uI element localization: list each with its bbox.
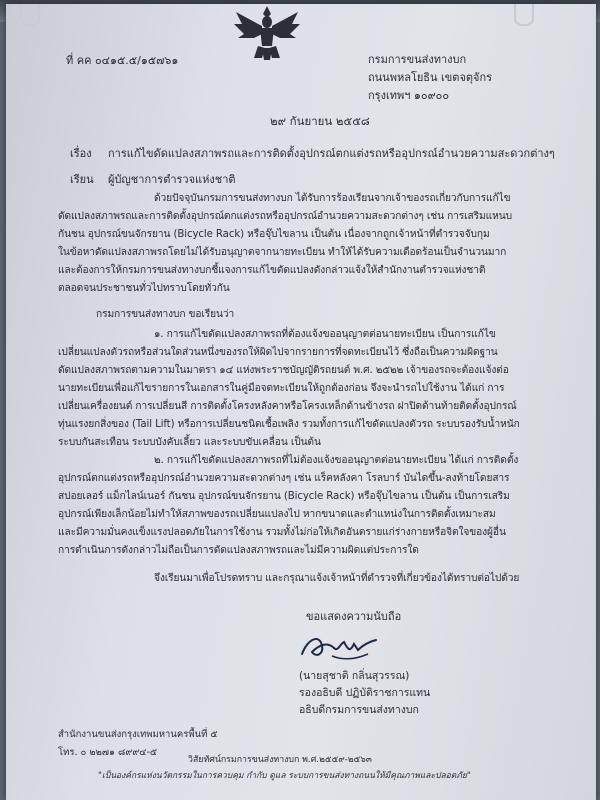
text-line: นายทะเบียนเพื่อแก้ไขรายการในเอกสารในคู่มือจดทะเบียนให้ถูกต้องก่อน จึงจะนำรถไปใช้งาน ได้แก่ การ: [58, 383, 505, 394]
recipient-text: ผู้บัญชาการตำรวจแห่งชาติ: [108, 173, 236, 186]
text-line: ดัดแปลงสภาพรถและการติดตั้งอุปกรณ์ตกแต่งรถหรืออุปกรณ์อำนวยความสะดวกต่างๆ เช่น การเสริมแหนบ: [58, 211, 512, 222]
signature-icon: [294, 624, 384, 668]
paragraph-2-item-2: [58, 452, 588, 560]
text-line: กันชน อุปกรณ์ขนจักรยาน (Bicycle Rack) หรือจุ๊บไขลาน เป็นต้น เนื่องจากถูกเจ้าหน้าที่ตำรวจจับกุม: [58, 229, 490, 240]
subject-line: [70, 144, 580, 162]
text-line: กรมการขนส่งทางบก ขอเรียนว่า: [96, 309, 235, 320]
text-line: และต้องการให้กรมการขนส่งทางบกชี้แจงการแก้ไขดัดแปลงดังกล่าวแจ้งให้สำนักงานตำรวจแห่งชาติ: [58, 265, 486, 276]
signatory-block: [299, 668, 430, 719]
closing-phrase: ขอแสดงความนับถือ: [306, 610, 402, 623]
text-line: ด้วยปัจจุบันกรมการขนส่งทางบก ได้รับการร้องเรียนจากเจ้าของรถเกี่ยวกับการแก้ไข: [154, 193, 511, 204]
paper-clip: [20, 4, 40, 26]
paragraph-2-intro: [58, 306, 588, 324]
sender-address: [368, 51, 492, 105]
document-page: [6, 4, 596, 800]
text-line: ระบบกันสะเทือน ระบบบังคับเลี้ยว และระบบขับเคลื่อน เป็นต้น: [58, 437, 321, 448]
text-line: การดำเนินการดังกล่าวไม่ถือเป็นการดัดแปลงสภาพรถและไม่มีความผิดแต่ประการใด: [58, 545, 419, 556]
document-date: ๒๙ กันยายน ๒๕๕๘: [270, 114, 370, 128]
text-line: และมีความมั่นคงแข็งแรงปลอดภัยในการใช้งาน รวมทั้งไม่ก่อให้เกิดอันตรายแก่ร่างกายหรือจิตใจของผู้อื่น: [58, 527, 506, 538]
paragraph-1: [58, 190, 588, 298]
text-line: เปลี่ยนแปลงตัวรถหรือส่วนใดส่วนหนึ่งของรถให้ผิดไปจากรายการที่จดทะเบียนไว้ ซึ่งถือเป็นความผิดฐาน: [58, 347, 498, 358]
text-line: ตลอดจนประชาชนทั่วไปทราบโดยทั่วกัน: [58, 283, 230, 294]
text-line: จึงเรียนมาเพื่อโปรดทราบ และกรุณาแจ้งเจ้าหน้าที่ตำรวจที่เกี่ยวข้องได้ทราบต่อไปด้วย: [154, 573, 520, 584]
text-line: สปอยเลอร์ แม็กไลน์เนอร์ กันชน อุปกรณ์ขนจักรยาน (Bicycle Rack) หรือจุ๊บไขลาน เป็นต้น เป็นการเสริม: [58, 491, 510, 502]
recipient-line: [70, 170, 236, 188]
conclusion: [58, 570, 588, 588]
text-line: ๒. การแก้ไขดัดแปลงสภาพรถที่ไม่ต้องแจ้งขออนุญาตต่อนายทะเบียน ได้แก่ การติดตั้ง: [154, 455, 519, 466]
text-line: เปลี่ยนเครื่องยนต์ การเปลี่ยนสี การติดตั้งโครงหลังคาหรือโครงเหล็กด้านข้างรถ ฝาปิดด้านท้ายติดตั้งอุปกรณ์: [58, 401, 517, 412]
footer-phone: โทร. ๐ ๒๒๗๑ ๘๙๙๔-๕: [58, 747, 158, 758]
sender-line: ถนนพหลโยธิน เขตจตุจักร: [368, 71, 493, 84]
text-line: อุปกรณ์เพียงเล็กน้อยไม่ทำให้สภาพของรถเปลี่ยนแปลงไป หากขนาดและตำแหน่งในการติดตั้งเหมาะสม: [58, 509, 496, 520]
text-line: ๑. การแก้ไขดัดแปลงสภาพรถที่ต้องแจ้งขออนุญาตต่อนายทะเบียน เป็นการแก้ไข: [154, 329, 496, 340]
text-line: ดัดแปลงสภาพรถตามความในมาตรา ๑๔ แห่งพระราชบัญญัติรถยนต์ พ.ศ. ๒๕๒๒ เจ้าของรถจะต้องแจ้งต่อ: [58, 365, 509, 376]
garuda-emblem-icon: [232, 4, 302, 62]
signatory-name: (นายสุชาติ กลิ่นสุวรรณ): [299, 670, 410, 682]
text-line: อุปกรณ์ตกแต่งรถหรืออุปกรณ์อำนวยความสะดวกต่างๆ เช่น แร็คหลังคา โรลบาร์ บันไดขึ้น-ลงท้ายโดยสาร: [58, 473, 510, 484]
subject-text: การแก้ไขดัดแปลงสภาพรถและการติดตั้งอุปกรณ์ตกแต่งรถหรืออุปกรณ์อำนวยความสะดวกต่างๆ: [108, 147, 555, 160]
signatory-title: รองอธิบดี ปฏิบัติราชการแทน: [299, 687, 431, 699]
footer-office: สำนักงานขนส่งกรุงเทพมหานครพื้นที่ ๕: [58, 729, 218, 740]
sender-line: กรุงเทพฯ ๑๐๙๐๐: [368, 89, 450, 102]
vision-statement: วิสัยทัศน์กรมการขนส่งทางบก พ.ศ.๒๕๕๙-๒๕๖๓: [188, 755, 372, 765]
document-number: ที่ คค ๐๔๑๕.๕/๑๕๗๖๑: [66, 54, 179, 67]
text-line: ในข้อหาดัดแปลงสภาพรถโดยไม่ได้รับอนุญาตจากนายทะเบียน ทำให้ได้รับความเดือดร้อนเป็นจำนวนมาก: [58, 247, 507, 258]
paragraph-2-item-1: [58, 326, 588, 452]
subject-label: เรื่อง: [70, 147, 92, 160]
sender-line: กรมการขนส่งทางบก: [368, 53, 467, 66]
text-line: ทุ่นแรงยกสิ่งของ (Tail Lift) หรือการเปลี่ยนชนิดเชื้อเพลิง รวมทั้งการแก้ไขดัดแปลงตัวรถ ระบบรองรับน้ำหนัก: [58, 419, 520, 430]
motto: "เป็นองค์กรแห่งนวัตกรรมในการควบคุม กำกับ ดูแล ระบบการขนส่งทางถนนให้มีคุณภาพและปลอดภัย": [98, 771, 471, 781]
recipient-label: เรียน: [70, 173, 94, 186]
paper-clip: [514, 4, 534, 26]
signatory-title: อธิบดีกรมการขนส่งทางบก: [299, 704, 419, 716]
